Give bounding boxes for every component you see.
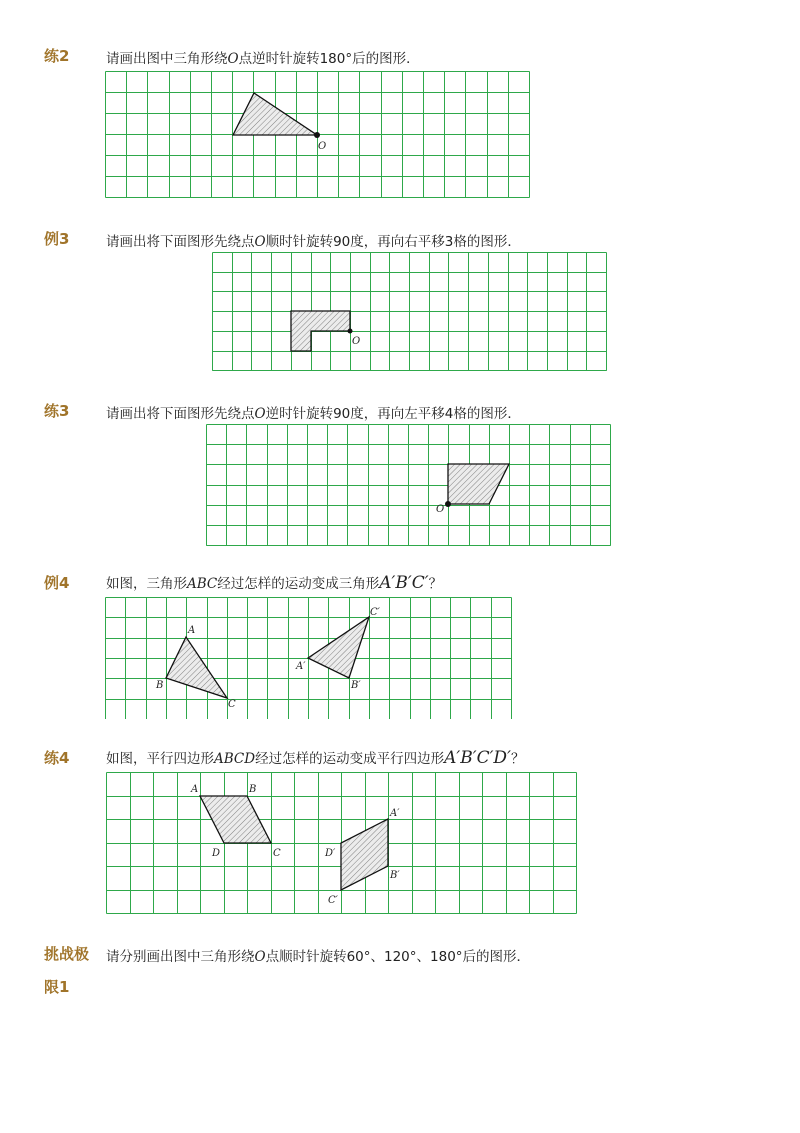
point-o-label: O bbox=[318, 141, 327, 152]
section-label: 练4 bbox=[44, 749, 70, 767]
question-text: 请画出图中三角形绕O点逆时针旋转180°后的图形． bbox=[106, 51, 420, 67]
point-o bbox=[445, 501, 451, 507]
grid-lines bbox=[213, 253, 607, 371]
grid-figure-2 bbox=[212, 252, 607, 371]
point-o bbox=[314, 132, 320, 138]
triangle-abc bbox=[166, 637, 227, 698]
question-text: 请分别画出图中三角形绕O点顺时针旋转60°、120°、180°后的图形． bbox=[106, 949, 531, 965]
label-c: C bbox=[273, 848, 281, 859]
label-a: A bbox=[191, 784, 199, 795]
label-d-prime: D′ bbox=[325, 848, 336, 859]
grid-figure-4 bbox=[105, 597, 512, 719]
label-b-prime: B′ bbox=[351, 680, 361, 691]
label-c-prime: C′ bbox=[370, 607, 380, 618]
section-label: 例4 bbox=[44, 574, 70, 592]
label-c-prime: C′ bbox=[328, 895, 338, 906]
section-label: 挑战极 bbox=[44, 945, 90, 963]
section-label: 练3 bbox=[44, 402, 70, 420]
question-text: 如图，三角形ABC经过怎样的运动变成三角形A′B′C′？ bbox=[106, 573, 443, 593]
grid-figure-5 bbox=[106, 772, 578, 915]
label-c: C bbox=[228, 699, 236, 710]
section-label: 练2 bbox=[44, 47, 70, 65]
label-b: B bbox=[156, 680, 164, 691]
label-b: B bbox=[249, 784, 257, 795]
section-label: 例3 bbox=[44, 230, 70, 248]
label-a: A bbox=[188, 625, 196, 636]
point-o bbox=[348, 329, 353, 334]
label-a-prime: A′ bbox=[296, 661, 306, 672]
parallelogram-a2b2c2d2 bbox=[341, 819, 388, 890]
grid-figure-3 bbox=[206, 424, 611, 546]
point-o-label: O bbox=[352, 336, 361, 347]
section-label: 限1 bbox=[44, 978, 70, 996]
grid-figure-1 bbox=[105, 71, 533, 200]
question-text: 请画出将下面图形先绕点O逆时针旋转90度，再向左平移4格的图形． bbox=[106, 406, 521, 422]
point-o-label: O bbox=[436, 504, 445, 515]
l-shape bbox=[291, 311, 350, 351]
label-d: D bbox=[212, 848, 221, 859]
triangle-a2b2c2 bbox=[308, 617, 369, 678]
grid-lines bbox=[207, 425, 611, 546]
parallelogram-shape bbox=[448, 464, 509, 504]
question-text: 如图，平行四边形ABCD经过怎样的运动变成平行四边形A′B′C′D′？ bbox=[106, 748, 525, 768]
label-b-prime: B′ bbox=[390, 870, 400, 881]
question-text: 请画出将下面图形先绕点O顺时针旋转90度，再向右平移3格的图形． bbox=[106, 234, 521, 250]
label-a-prime: A′ bbox=[390, 808, 400, 819]
